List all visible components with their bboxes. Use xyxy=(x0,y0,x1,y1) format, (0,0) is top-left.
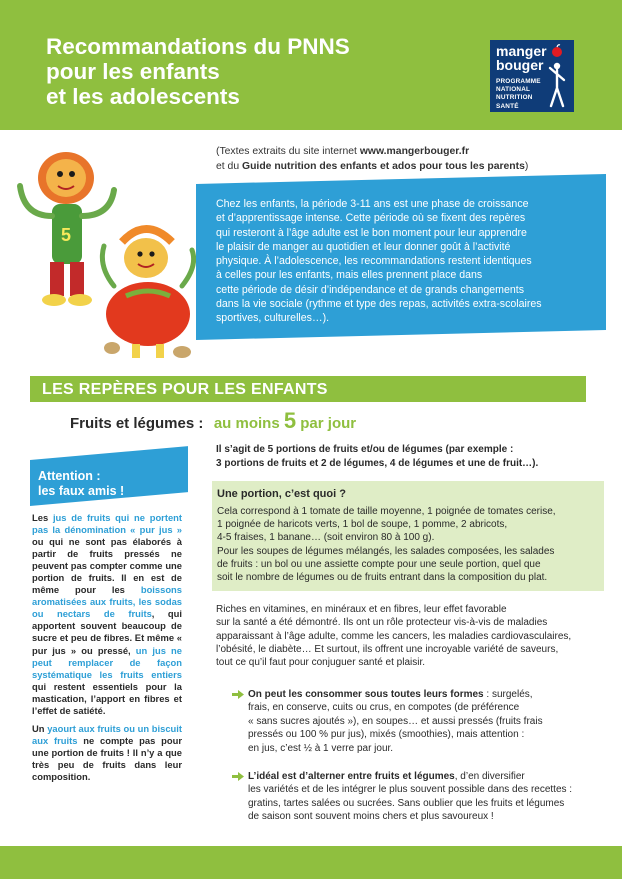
mangerbouger-logo[interactable] xyxy=(490,40,574,112)
arrow-bullet-icon xyxy=(232,772,244,781)
bullet-item-alternate xyxy=(232,770,604,830)
daily-portions-number: 5 xyxy=(283,408,297,433)
bullet-rest: , d’en diversifier les variétés et de les intégrer le plus souvent possible dans des recettes : gratins, tartes salées ou sucrées. Sans oublier que les fruits et légumes de saison sont souvent moins chers et plus savoureux ! xyxy=(248,771,573,823)
portions-intro: Il s’agit de 5 portions de fruits et/ou de légumes (par exemple : 3 portions de fruits et 2 de légumes, 4 de légumes et une de fruit…). xyxy=(216,444,539,469)
daily-portions-text xyxy=(213,408,357,433)
attention-paragraph-yogurt xyxy=(32,723,182,783)
portion-body: Cela correspond à 1 tomate de taille moyenne, 1 poignée de tomates cerise, 1 poignée de haricots verts, 1 bol de soupe, 1 pomme, 2 abricots, 4-5 fraises, 1 banane… (soit environ 80 à 100 g). Pour les soupes de légumes mélangés, les salades composées, les salades de fruits : un bol ou une assiette compte pour une seule portion, quel que soit le nombre de légumes ou de fruits entrant dans la composition du plat. xyxy=(217,506,556,584)
text-run: Un xyxy=(32,723,48,734)
source-website-link[interactable]: www.mangerbouger.fr xyxy=(359,146,470,157)
fruits-legumes-heading xyxy=(70,408,356,438)
bullet-lead: On peut les consommer sous toutes leurs formes xyxy=(248,689,484,700)
benefits-paragraph: Riches en vitamines, en minéraux et en fibres, leur effet favorable sur la santé a été démontré. Ils ont un rôle protecteur vis-à-vis de maladies apparaissant à l’âge adulte, comme les cancers, les maladies cardiovasculaires, l’obésité, le diabète… Et surtout, ils offrent une incroyable variété de saveurs, tout ce qu’il faut pour conjuguer santé et plaisir. xyxy=(216,604,572,669)
source-text: (Textes extraits du site internet xyxy=(216,146,360,157)
source-note xyxy=(216,145,606,174)
fruits-legumes-label: Fruits et légumes : xyxy=(70,415,204,432)
bullet-lead: L’idéal est d’alterner entre fruits et légumes xyxy=(248,771,455,782)
svg-text:5: 5 xyxy=(61,225,72,245)
highlight-text: un jus ne peut remplacer de façon systématique les fruits entiers xyxy=(32,644,182,680)
bullet-item-forms xyxy=(232,688,604,756)
source-text: et du xyxy=(216,160,242,172)
intro-text: Chez les enfants, la période 3-11 ans est une phase de croissance et d’apprentissage intense. Cette période où se fixent des repères qui resteront à l’âge adulte est le bon moment pour leur apprendre le plaisir de manger au quotidien et leur donner goût à l’activité physique. À l’adolescence, les recommandations restent identiques à celles pour les enfants, mais elles prennent place dans cette période de désir d’indépendance et de grands changements dans la vie sociale (rythme et type des repas, activités extra-scolaires sportives, culturelles…). xyxy=(216,198,542,325)
text-run: ou qui ne sont pas élaborés à partir de fruits pressés ne peuvent pas compter comme une portion de fruits. Il en est de même pour les xyxy=(32,536,182,596)
vegetable-characters-illustration xyxy=(14,146,204,368)
text-run: Les xyxy=(32,512,53,523)
text-run: ne compte pas pour une portion de fruits ! Il n’y a que très peu de fruits dans leur composition. xyxy=(32,735,182,783)
footer-bar xyxy=(0,846,622,879)
daily-portions-prefix: au moins xyxy=(213,415,280,432)
bullet-text xyxy=(248,770,604,824)
highlight-text: boissons aromatisées aux fruits, les sodas ou nectars de fruits xyxy=(32,584,182,620)
bullet-rest: : surgelés, frais, en conserve, cuits ou crus, en compotes (de préférence « sans sucres ajoutés »), en soupes… et aussi pressés (fruits frais pressés ou 100 % pur jus), mixés (smoothies), mais attention : en jus, c’est ½ à 1 verre par jour. xyxy=(248,689,543,754)
daily-portions-suffix: par jour xyxy=(300,415,357,432)
running-figure-icon xyxy=(548,62,566,108)
section-title: LES REPÈRES POUR LES ENFANTS xyxy=(42,381,328,398)
arrow-bullet-icon xyxy=(232,690,244,699)
page-title: Recommandations du PNNS pour les enfants et les adolescents xyxy=(46,34,350,109)
logo-subtitle: PROGRAMME NATIONAL NUTRITION SANTÉ xyxy=(496,78,541,110)
source-guide-title: Guide nutrition des enfants et ados pour tous les parents xyxy=(242,160,525,172)
attention-paragraph-juices xyxy=(32,512,182,717)
portion-title: Une portion, c’est quoi ? xyxy=(217,488,346,500)
logo-title: manger bouger xyxy=(496,43,547,73)
apple-icon xyxy=(550,44,564,58)
text-run: , qui apportent souvent beaucoup de sucre et peu de fibres. Et même « pur jus » ou pressé, xyxy=(32,608,182,656)
source-text: ) xyxy=(524,160,529,172)
text-run: qui restent essentiels pour la mastication, l’apport en fibres et l’effet de satiété. xyxy=(32,680,182,716)
bullet-text xyxy=(248,688,604,755)
highlight-text: jus de fruits qui ne portent pas la dénomination « pur jus » xyxy=(32,512,183,536)
highlight-text: yaourt aux fruits ou un biscuit aux fruits xyxy=(32,723,182,747)
attention-title: Attention : les faux amis ! xyxy=(38,469,125,498)
